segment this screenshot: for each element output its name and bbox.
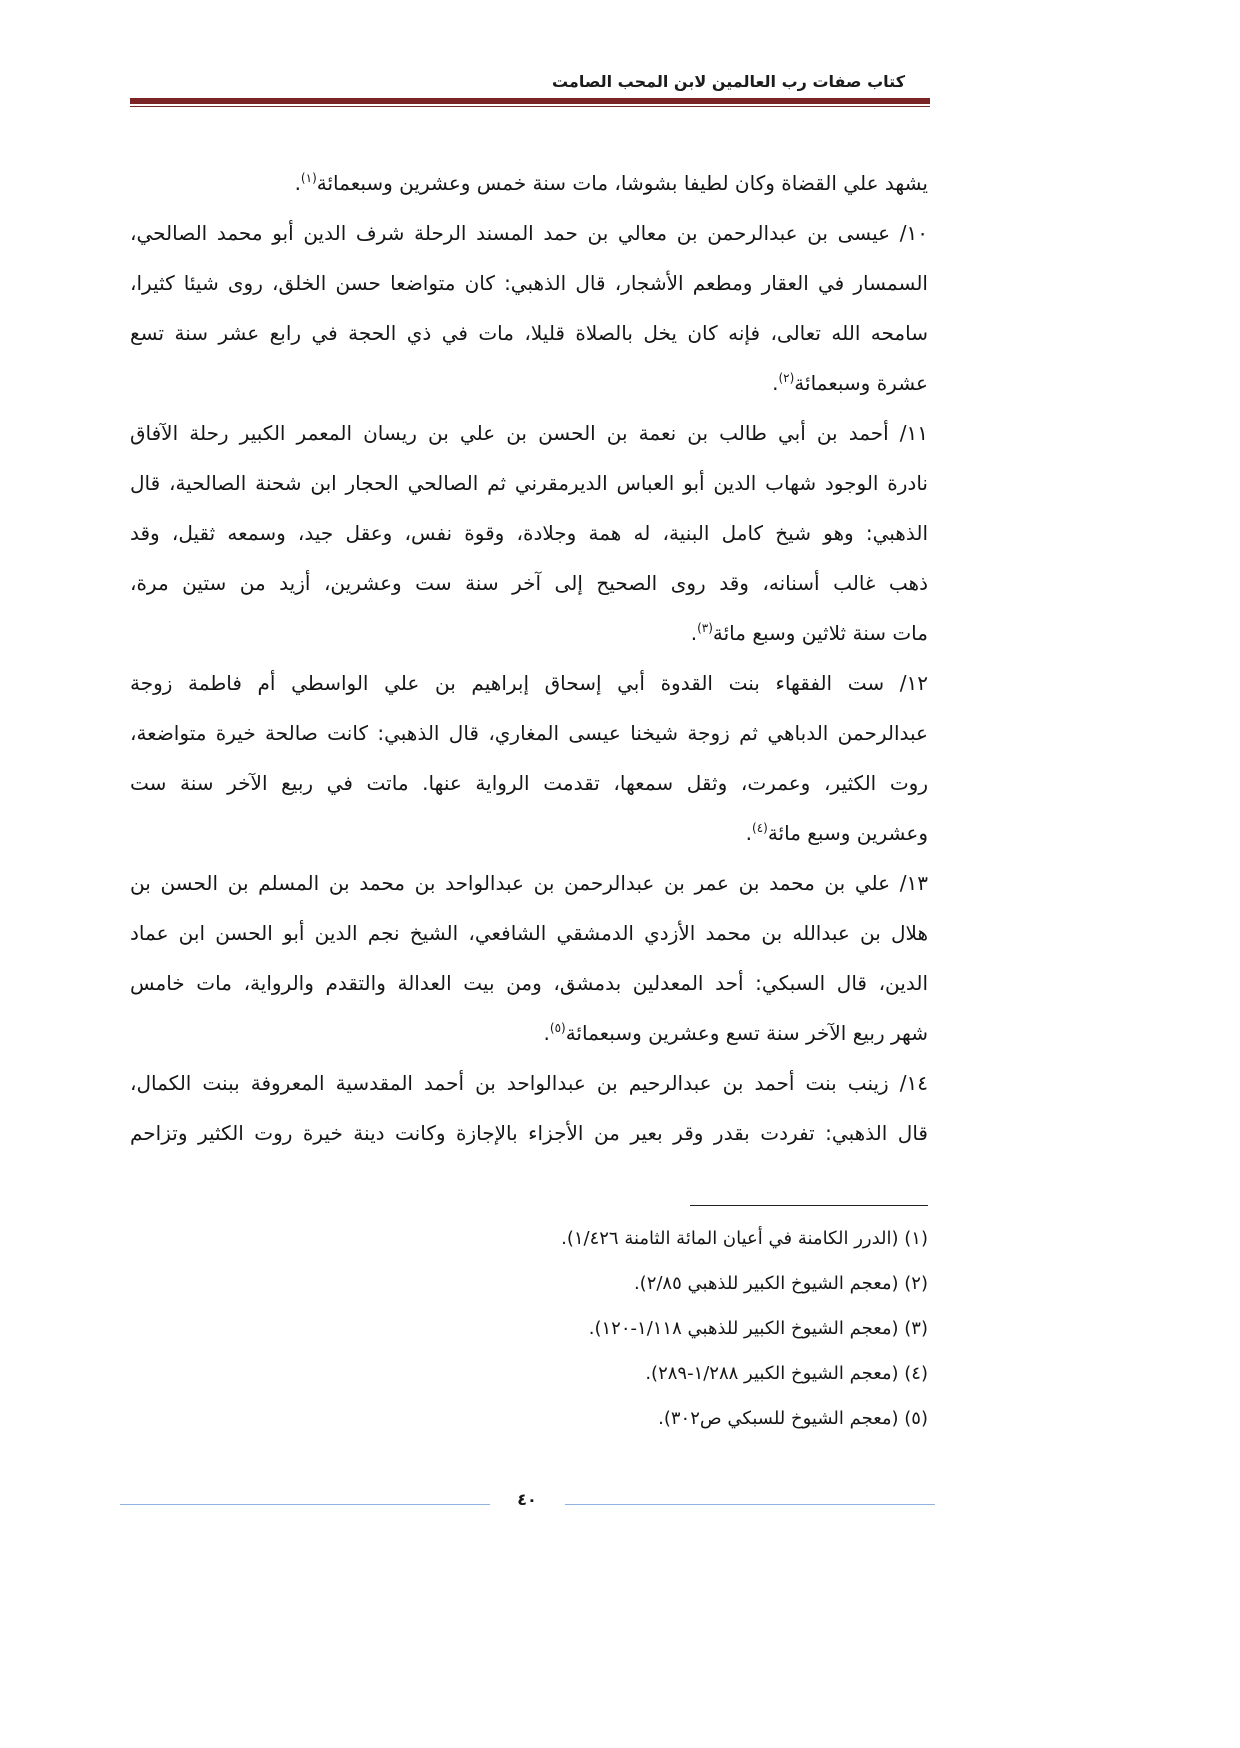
body-line: ١٢/ ست الفقهاء بنت القدوة أبي إسحاق إبراهيم بن علي الواسطي أم فاطمة زوجة — [130, 671, 928, 695]
body-text: عشرة وسبعمائة — [794, 371, 928, 395]
continuation-paragraph — [130, 158, 928, 208]
sentence-end: . — [772, 371, 779, 395]
footnote-item: (٤) (معجم الشيوخ الكبير ١/٢٨٨-٢٨٩). — [645, 1363, 928, 1384]
body-line: ١١/ أحمد بن أبي طالب بن نعمة بن الحسن بن علي بن ريسان المعمر الكبير رحلة الآفاق — [130, 421, 928, 445]
footnote-item: (٢) (معجم الشيوخ الكبير للذهبي ٢/٨٥). — [633, 1273, 928, 1294]
page-number: ٤٠ — [517, 1490, 537, 1509]
body-line: ذهب غالب أسنانه، وقد روى الصحيح إلى آخر سنة ست وعشرين، أزيد من ستين مرة، — [130, 571, 928, 595]
footnotes-block — [130, 1216, 928, 1441]
running-header-title: كتاب صفات رب العالمين لابن المحب الصامت — [551, 72, 905, 91]
footnote-ref: (٤) — [752, 821, 768, 835]
footnote-ref: (٢) — [778, 371, 795, 385]
body-line: نادرة الوجود شهاب الدين أبو العباس الديرمقرني ثم الصالحي الحجار ابن شحنة الصالحية، قال — [130, 471, 928, 495]
body-line: عبدالرحمن الدباهي ثم زوجة شيخنا عيسى المغاري، قال الذهبي: كانت صالحة خيرة متواضعة، — [130, 721, 928, 745]
sentence-end: . — [745, 821, 752, 845]
body-line: ١٠/ عيسى بن عبدالرحمن بن معالي بن حمد المسند الرحلة شرف الدين أبو محمد الصالحي، — [130, 221, 928, 245]
footnote-item: (٣) (معجم الشيوخ الكبير للذهبي ١/١١٨-١٢٠). — [588, 1318, 928, 1339]
biography-entry-10 — [130, 208, 928, 408]
body-line-last — [130, 1008, 928, 1058]
biography-entry-12 — [130, 658, 928, 858]
footnote-separator — [690, 1205, 928, 1206]
main-text-block — [130, 158, 928, 1158]
body-line: هلال بن عبدالله بن محمد الأزدي الدمشقي الشافعي، الشيخ نجم الدين أبو الحسن ابن عماد — [130, 921, 928, 945]
footnote-ref: (٥) — [549, 1021, 566, 1035]
body-line: الذهبي: وهو شيخ كامل البنية، له همة وجلادة، وقوة نفس، وعقل جيد، وسمعه ثقيل، وقد — [130, 521, 928, 545]
body-line-last — [130, 358, 928, 408]
footnote-item: (٥) (معجم الشيوخ للسبكي ص٣٠٢). — [658, 1408, 928, 1429]
body-line-last — [130, 808, 928, 858]
footnote-item: (١) (الدرر الكامنة في أعيان المائة الثامنة ١/٤٢٦). — [561, 1228, 928, 1249]
footnote-ref: (١) — [300, 171, 317, 185]
sentence-end: . — [543, 1021, 550, 1045]
biography-entry-11 — [130, 408, 928, 658]
body-line: سامحه الله تعالى، فإنه كان يخل بالصلاة قليلا، مات في ذي الحجة في رابع عشر سنة تسع — [130, 321, 928, 345]
body-text: وعشرين وسبع مائة — [767, 821, 928, 845]
body-line: روت الكثير، وعمرت، وثقل سمعها، تقدمت الرواية عنها. ماتت في ربيع الآخر سنة ست — [130, 771, 928, 795]
footnote-ref: (٣) — [697, 621, 713, 635]
body-line: الدين، قال السبكي: أحد المعدلين بدمشق، ومن بيت العدالة والتقدم والرواية، مات خامس — [130, 971, 928, 995]
body-line-last — [130, 608, 928, 658]
footer-rule-right — [565, 1504, 935, 1505]
footer-rule-left — [120, 1504, 490, 1505]
sentence-end: . — [294, 171, 301, 195]
body-line-last — [130, 158, 928, 208]
body-line: قال الذهبي: تفردت بقدر وقر بعير من الأجزاء بالإجازة وكانت دينة خيرة روت الكثير وتزاحم — [130, 1121, 928, 1145]
sentence-end: . — [690, 621, 698, 645]
body-line: ١٣/ علي بن محمد بن عمر بن عبدالرحمن بن عبدالواحد بن محمد بن المسلم بن الحسن بن — [130, 871, 928, 895]
body-line: ١٤/ زينب بنت أحمد بن عبدالرحيم بن عبدالواحد بن أحمد المقدسية المعروفة ببنت الكمال، — [130, 1071, 928, 1095]
biography-entry-13 — [130, 858, 928, 1058]
body-text: شهر ربيع الآخر سنة تسع وعشرين وسبعمائة — [565, 1021, 928, 1045]
body-text: مات سنة ثلاثين وسبع مائة — [712, 621, 928, 645]
body-line: السمسار في العقار ومطعم الأشجار، قال الذهبي: كان متواضعا حسن الخلق، روى شيئا كثيرا، — [130, 271, 928, 295]
body-text: يشهد علي القضاة وكان لطيفا بشوشا، مات سنة خمس وعشرين وسبعمائة — [316, 171, 928, 195]
biography-entry-14 — [130, 1058, 928, 1158]
header-double-rule — [130, 98, 930, 107]
